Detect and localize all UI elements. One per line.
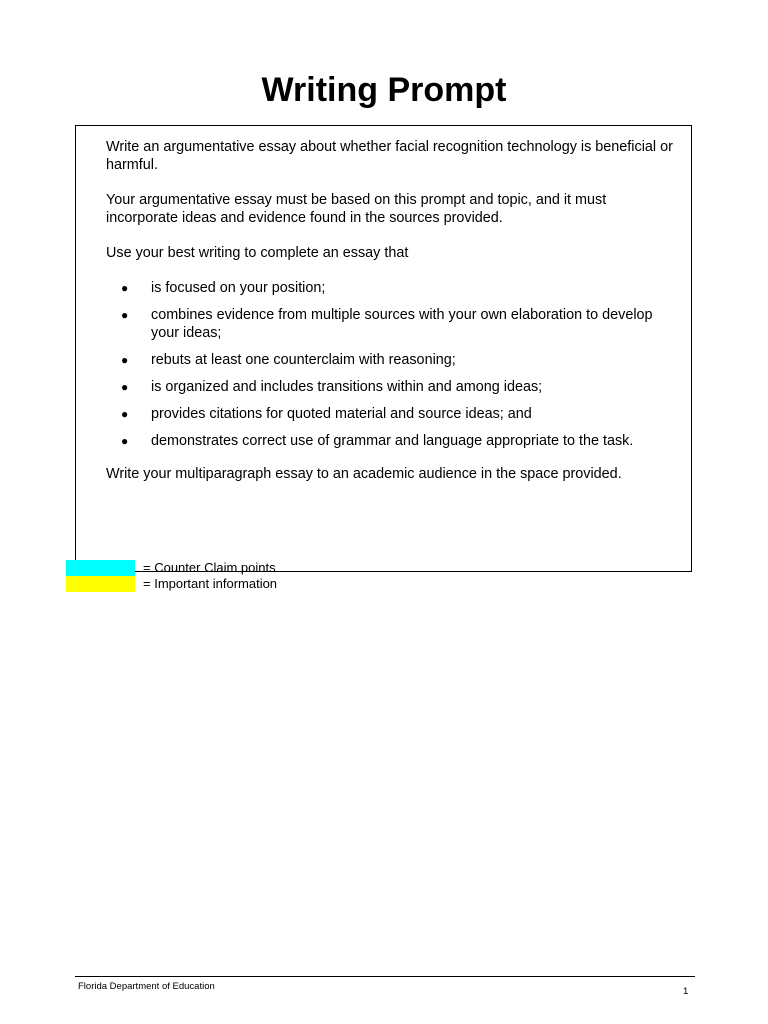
list-item-text: demonstrates correct use of grammar and language appropriate to the task. — [151, 433, 634, 449]
list-item — [106, 279, 676, 297]
list-item — [106, 306, 676, 342]
bullet-icon: ● — [121, 407, 129, 421]
bullet-icon: ● — [121, 308, 129, 322]
list-item-text: combines evidence from multiple sources with your own elaboration to develop your ideas; — [151, 307, 653, 341]
list-item-text: is organized and includes transitions within and among ideas; — [151, 379, 543, 395]
yellow-swatch — [66, 576, 135, 592]
footer-divider — [75, 976, 695, 977]
bullet-icon: ● — [121, 281, 129, 295]
criteria-list — [106, 279, 676, 450]
prompt-intro: Write an argumentative essay about whether facial recognition technology is beneficial or harmful. — [106, 139, 673, 173]
list-item — [106, 351, 676, 369]
prompt-box — [75, 125, 692, 572]
list-item-text: rebuts at least one counterclaim with reasoning; — [151, 352, 456, 368]
bullet-icon: ● — [121, 434, 129, 448]
list-item — [106, 378, 676, 396]
cyan-swatch — [66, 560, 135, 576]
page-title: Writing Prompt — [261, 71, 507, 109]
prompt-lead-in: Use your best writing to complete an essay that — [106, 245, 409, 261]
bullet-icon: ● — [121, 353, 129, 367]
list-item-text: provides citations for quoted material and source ideas; and — [151, 406, 532, 422]
list-item — [106, 432, 676, 450]
page-number: 1 — [683, 986, 689, 997]
prompt-requirement: Your argumentative essay must be based on this prompt and topic, and it must incorporate ideas and evidence found in the sources provided. — [106, 192, 607, 226]
footer-organization: Florida Department of Education — [78, 981, 215, 992]
prompt-content — [106, 138, 676, 500]
legend-label: = Counter Claim points — [143, 560, 276, 575]
list-item-text: is focused on your position; — [151, 280, 326, 296]
prompt-closing: Write your multiparagraph essay to an academic audience in the space provided. — [106, 466, 622, 482]
list-item — [106, 405, 676, 423]
legend-label: = Important information — [143, 576, 278, 591]
bullet-icon: ● — [121, 380, 129, 394]
